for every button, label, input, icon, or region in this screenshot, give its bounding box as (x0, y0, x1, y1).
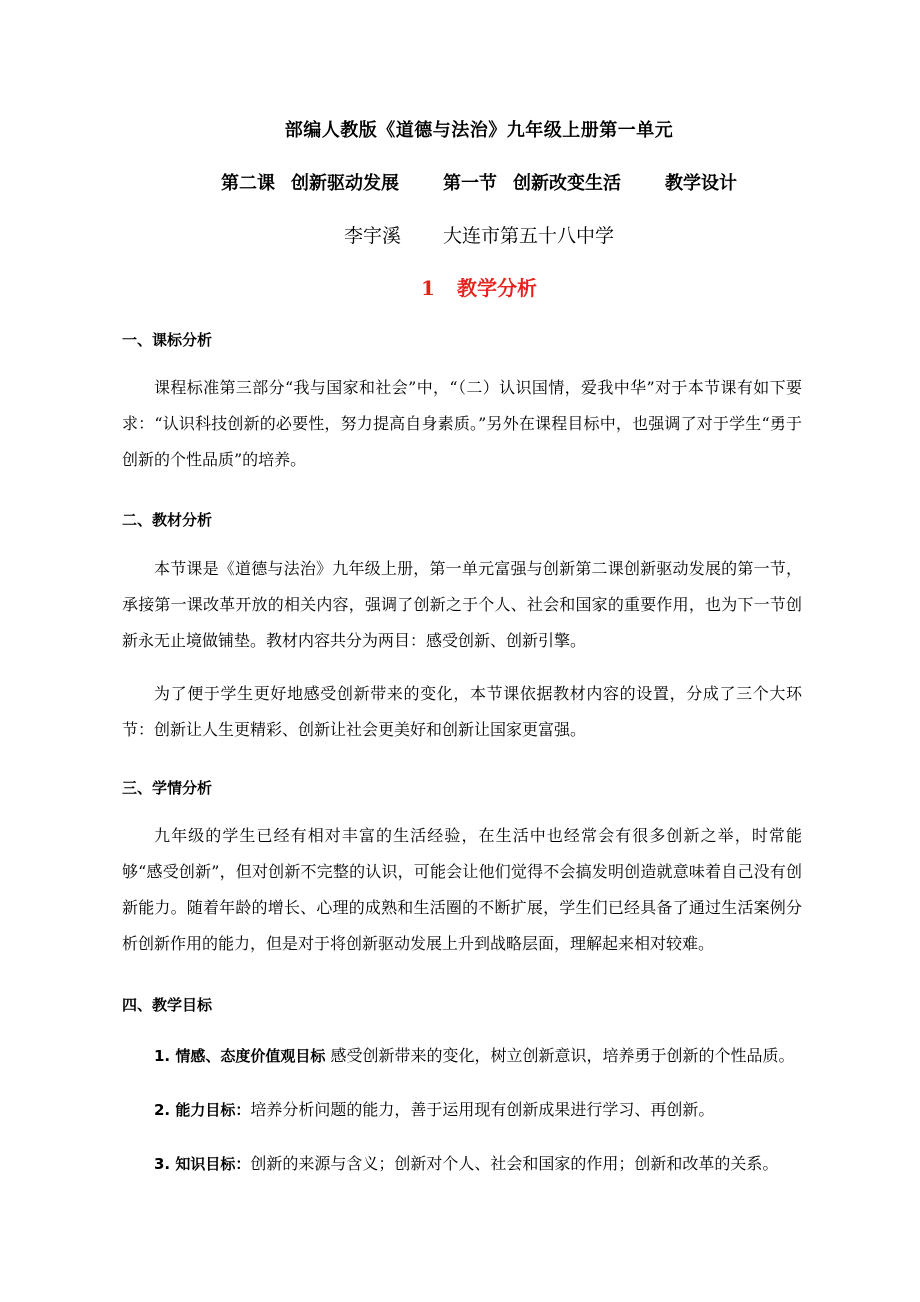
paragraph-students: 九年级的学生已经有相对丰富的生活经验，在生活中也经常会有很多创新之举，时常能够“感受创新”，但对创新不完整的认识，可能会让他们觉得不会搞发明创造就意味着自己没有创新能力。随着年龄的增长、心理的成熟和生活圈的不断扩展，学生们已经具备了通过生活案例分析创新作用的能力，但是对于将创新驱动发展上升到战略层面，理解起来相对较难。 (122, 826, 802, 953)
document-title-line1: 部编人教版《道德与法治》九年级上册第一单元 (284, 120, 674, 141)
section-heading (0, 272, 920, 301)
heading-students: 三、学情分析 (122, 779, 213, 797)
paragraph-curriculum: 课程标准第三部分“我与国家和社会”中，“（二）认识国情，爱我中华”对于本节课有如下要求：“认识科技创新的必要性，努力提高自身素质。”另外在课程目标中，也强调了对于学生“勇于创新的个性品质”的培养。 (122, 378, 802, 469)
lesson-number: 第二课 (221, 173, 275, 194)
goal-item (154, 1151, 778, 1174)
goal-label: 2. 能力目标： (154, 1101, 251, 1119)
doc-type: 教学设计 (665, 173, 737, 194)
heading-curriculum: 一、课标分析 (122, 331, 213, 349)
goal-text: 感受创新带来的变化，树立创新意识，培养勇于创新的个性品质。 (330, 1046, 795, 1065)
goal-item (154, 1097, 714, 1120)
document-title-line2 (0, 169, 920, 195)
section-number: 第一节 (443, 173, 497, 194)
section-heading-title: 教学分析 (456, 276, 537, 300)
heading-goals: 四、教学目标 (122, 996, 213, 1014)
author-name: 李宇溪 (343, 225, 401, 247)
lesson-name: 创新驱动发展 (291, 173, 399, 194)
author-line (0, 221, 920, 248)
section-name: 创新改变生活 (513, 173, 621, 194)
paragraph-textbook-1: 本节课是《道德与法治》九年级上册，第一单元富强与创新第二课创新驱动发展的第一节，承接第一课改革开放的相关内容，强调了创新之于个人、社会和国家的重要作用，也为下一节创新永无止境做铺垫。教材内容共分为两目：感受创新、创新引擎。 (122, 559, 802, 650)
section-heading-number: 1 (421, 276, 435, 300)
paragraph-textbook-2: 为了便于学生更好地感受创新带来的变化，本节课依据教材内容的设置，分成了三个大环节：创新让人生更精彩、创新让社会更美好和创新让国家更富强。 (122, 684, 802, 739)
heading-textbook: 二、教材分析 (122, 511, 213, 529)
goal-label: 1. 情感、态度价值观目标 (154, 1047, 326, 1065)
goal-text: 创新的来源与含义；创新对个人、社会和国家的作用；创新和改革的关系。 (250, 1154, 779, 1173)
goal-item (154, 1043, 794, 1066)
goal-label: 3. 知识目标： (154, 1155, 251, 1173)
goal-text: 培养分析问题的能力，善于运用现有创新成果进行学习、再创新。 (250, 1100, 715, 1119)
school-name: 大连市第五十八中学 (443, 225, 615, 247)
